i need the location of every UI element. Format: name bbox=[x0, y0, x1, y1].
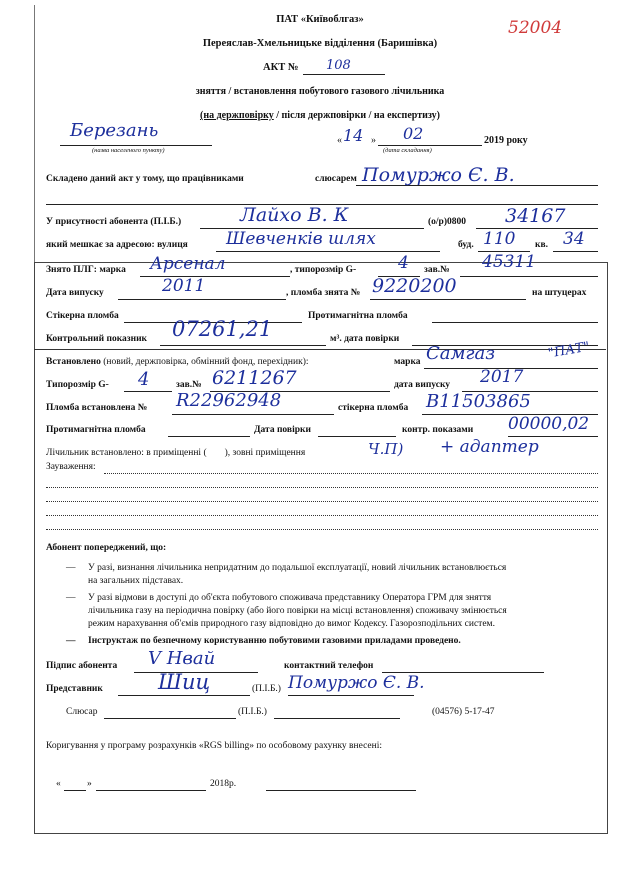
warning-item1-line1: У разі, визнання лічильника непридатним до подальшої експлуатації, новий лічильник встановлюється bbox=[88, 563, 507, 573]
locksmith-name-line bbox=[274, 718, 400, 719]
control-unit: м³. дата повірки bbox=[330, 334, 400, 344]
reading-label: контр. показами bbox=[402, 425, 474, 435]
act-number: 108 bbox=[326, 58, 351, 73]
date-quote-open: « bbox=[337, 135, 342, 146]
locksmith-signature-line bbox=[104, 718, 236, 719]
installed-serial: 6211267 bbox=[212, 367, 297, 389]
presence-label: У присутності абонента (П.І.Б.) bbox=[46, 217, 182, 227]
apt-value: 34 bbox=[563, 229, 585, 249]
control-line bbox=[160, 345, 326, 346]
remarks-line-4 bbox=[46, 515, 598, 516]
address-label: який мешкає за адресою: вулиця bbox=[46, 240, 188, 250]
composed-label: Складено даний акт у тому, що працівниками bbox=[46, 174, 244, 184]
warning-title: Абонент попереджений, що: bbox=[46, 543, 167, 553]
footer-quote-open: « bbox=[56, 779, 61, 789]
locksmith-pib: (П.І.Б.) bbox=[238, 707, 267, 717]
removed-year-label: Дата випуску bbox=[46, 288, 104, 298]
reading-value: 00000,02 bbox=[508, 414, 590, 434]
date-month: 02 bbox=[403, 124, 424, 143]
installed-size: 4 bbox=[138, 369, 150, 390]
account-value: 34167 bbox=[505, 205, 566, 227]
locksmith-label: Слюсар bbox=[66, 707, 98, 717]
removed-year: 2011 bbox=[162, 276, 206, 296]
act-label: АКТ № bbox=[263, 62, 299, 73]
footer-signature-line bbox=[266, 790, 416, 791]
removed-serial-line bbox=[460, 276, 598, 277]
street-line bbox=[216, 251, 440, 252]
warning-dash-2: — bbox=[66, 593, 76, 603]
remarks-line-2 bbox=[46, 487, 598, 488]
composed-name: Помуржо Є. В. bbox=[362, 164, 515, 186]
house-label: буд. bbox=[458, 240, 474, 250]
magnet-label: Протимагнітна пломба bbox=[308, 311, 408, 321]
location-label-a: Лічильник встановлено: в приміщенні ( bbox=[46, 448, 207, 458]
date-quote-close: » bbox=[371, 135, 376, 146]
warning-item3: Інструктаж по безпечному користуванню побутовими газовими приладами проведено. bbox=[88, 636, 461, 646]
remarks-line-1 bbox=[104, 473, 598, 474]
footer-quote-close: » bbox=[87, 779, 92, 789]
warning-item2-line3: режим нарахування об'ємів природного газу відповідно до вимог Кодексу. Газорозподільних систем. bbox=[88, 619, 495, 629]
removed-seal: 9220200 bbox=[372, 275, 457, 297]
rep-name-line bbox=[288, 695, 414, 696]
control-label: Контрольний показник bbox=[46, 334, 148, 344]
location-value: Ч.П) bbox=[368, 440, 404, 458]
removed-serial: 45311 bbox=[482, 252, 537, 272]
installed-sticker: В11503865 bbox=[426, 391, 531, 412]
section-separator bbox=[34, 349, 606, 350]
removed-size: 4 bbox=[398, 253, 409, 273]
installed-serial-label: зав.№ bbox=[176, 380, 202, 390]
remarks-label: Зауваження: bbox=[46, 462, 96, 472]
phone-label: контактний телефон bbox=[284, 661, 374, 671]
installed-magnet-line bbox=[168, 436, 250, 437]
act-subtitle-rest: / після держповірки / на експертизу) bbox=[273, 110, 441, 121]
remarks-line-5 bbox=[46, 529, 598, 530]
apt-label: кв. bbox=[535, 240, 548, 250]
billing-note: Коригування у програму розрахунків «RGS billing» по особовому рахунку внесені: bbox=[46, 741, 382, 751]
date-day: 14 bbox=[343, 126, 364, 145]
installed-year-label: дата випуску bbox=[394, 380, 451, 390]
removed-seal-line bbox=[370, 299, 526, 300]
installed-sticker-label: стікерна пломба bbox=[338, 403, 409, 413]
remarks-line-3 bbox=[46, 501, 598, 502]
installed-verify-line bbox=[318, 436, 396, 437]
composed-role: слюсарем bbox=[315, 174, 357, 184]
fittings-label: на штуцерах bbox=[532, 288, 587, 298]
removed-size-label: , типорозмір G- bbox=[290, 265, 357, 275]
installed-brand-note: "ПАТ" bbox=[547, 339, 591, 362]
act-number-line bbox=[303, 74, 385, 75]
installed-size-line bbox=[124, 391, 172, 392]
installed-label-bold: Встановлено bbox=[46, 357, 101, 367]
footer-month-line bbox=[96, 790, 206, 791]
rep-signature: Шиц bbox=[158, 670, 211, 694]
date-line bbox=[378, 145, 482, 146]
house-value: 110 bbox=[483, 229, 516, 249]
subscriber-name: Лайхо В. К bbox=[240, 204, 349, 226]
warning-dash-1: — bbox=[66, 563, 76, 573]
installed-seal: R22962948 bbox=[176, 390, 282, 411]
sticker-label: Стікерна пломба bbox=[46, 311, 119, 321]
rep-name: Помуржо Є. В. bbox=[288, 673, 425, 693]
location-extra: + адаптер bbox=[440, 437, 539, 457]
date-year: 2019 року bbox=[484, 135, 528, 146]
place-value: Березань bbox=[70, 120, 159, 141]
street-value: Шевченків шлях bbox=[226, 229, 376, 249]
date-caption: (дата складання) bbox=[383, 147, 432, 154]
warning-dash-3: — bbox=[66, 636, 76, 646]
act-subtitle-underlined: (на держповірку bbox=[199, 110, 274, 121]
installed-seal-line bbox=[172, 414, 334, 415]
magnet-line bbox=[432, 322, 598, 323]
installed-seal-label: Пломба встановлена № bbox=[46, 403, 148, 413]
account-label: (о/р)0800 bbox=[428, 217, 466, 227]
footer-day-line bbox=[64, 790, 86, 791]
warning-item2-line2: лічильника газу на періодична повірку (або його повірки на місці встановлення) споживачу змінюється bbox=[88, 606, 507, 616]
installed-size-label: Типорозмір G- bbox=[46, 380, 109, 390]
installed-brand-label: марка bbox=[394, 357, 421, 367]
rep-label: Представник bbox=[46, 684, 103, 694]
installed-verify-label: Дата повірки bbox=[254, 425, 311, 435]
corner-number: 52004 bbox=[508, 18, 563, 38]
installed-brand: Самгаз bbox=[426, 343, 496, 364]
rep-pib: (П.І.Б.) bbox=[252, 684, 281, 694]
location-label-b: ), зовні приміщення bbox=[224, 448, 306, 458]
removed-serial-label: зав.№ bbox=[424, 265, 450, 275]
company-title: ПАТ «Київоблгаз» bbox=[276, 14, 364, 25]
branch-title: Переяслав-Хмельницьке відділення (Баришівка) bbox=[202, 38, 438, 49]
subscriber-signature-label: Підпис абонента bbox=[46, 661, 118, 671]
installed-magnet-label: Протимагнітна пломба bbox=[46, 425, 146, 435]
removed-seal-label: , пломба знята № bbox=[286, 288, 361, 298]
location-label bbox=[46, 448, 305, 459]
subscriber-signature: V Нвай bbox=[148, 648, 216, 669]
place-line bbox=[60, 145, 212, 146]
footer-year: 2018р. bbox=[210, 779, 237, 789]
installed-year: 2017 bbox=[480, 367, 524, 387]
rep-signature-line bbox=[118, 695, 250, 696]
removed-year-line bbox=[118, 299, 286, 300]
removed-brand-label: Знято ПЛГ: марка bbox=[46, 265, 126, 275]
removed-brand: Арсенал bbox=[150, 254, 226, 274]
control-value: 07261,21 bbox=[172, 317, 273, 341]
installed-label-normal: (новий, держповірка, обмінний фонд, перехідник): bbox=[100, 357, 309, 367]
warning-item1-line2: на загальних підставах. bbox=[88, 576, 184, 586]
apt-line bbox=[553, 251, 598, 252]
locksmith-phone: (04576) 5-17-47 bbox=[432, 707, 495, 717]
act-title: зняття / встановлення побутового газового лічильника bbox=[195, 86, 445, 97]
warning-item2-line1: У разі відмови в доступі до об'єкта побутового споживача представнику Оператора ГРМ для зняття bbox=[88, 593, 492, 603]
place-caption: (назва населеного пункту) bbox=[92, 147, 165, 154]
